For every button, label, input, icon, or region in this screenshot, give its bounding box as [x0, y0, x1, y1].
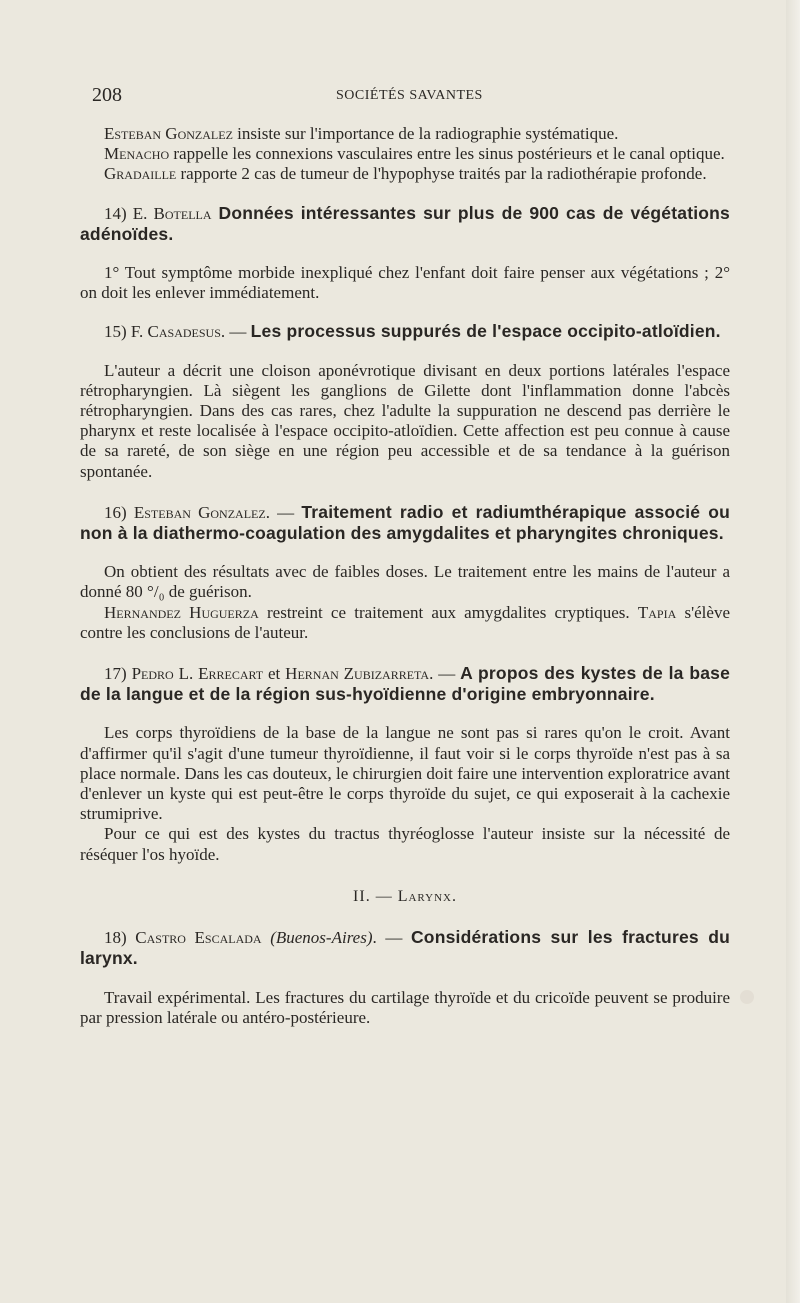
entry-number: 17) — [104, 664, 132, 684]
section-number: II. — — [353, 887, 398, 905]
entry-separator: . — — [372, 928, 411, 948]
paragraph-gradaille — [80, 164, 730, 184]
entry-16 — [80, 502, 730, 544]
entry-number: 18) — [104, 928, 136, 948]
paragraph-entry-18: Travail expérimental. Les fractures du cartilage thyroïde et du cricoïde peuvent se produire par pression latérale ou antéro-postérieure. — [80, 987, 730, 1027]
author-name: Hernandez Huguerza — [104, 602, 259, 622]
paragraph-menacho — [80, 144, 730, 164]
author-name: Gradaille — [104, 164, 177, 184]
paragraph-hernandez-huguerza — [80, 603, 730, 643]
author-name: Menacho — [104, 144, 170, 164]
entry-place: (Buenos-Aires) — [270, 928, 373, 948]
entry-author: Hernan Zubizarreta — [285, 664, 430, 684]
entry-separator: . — — [429, 664, 461, 684]
paragraph-text: insiste sur l'importance de la radiographie systématique. — [232, 124, 619, 143]
paragraph-text: s'élève contre les conclusions de l'auteur. — [80, 602, 730, 642]
paper-stain — [740, 990, 754, 1004]
author-name: Esteban Gonzalez — [104, 124, 233, 143]
entry-title: Considérations sur les fractures du larynx. — [80, 927, 731, 969]
page-edge-shadow — [786, 0, 800, 1303]
entry-number: 16) — [104, 502, 134, 522]
paragraph-thyreoglosse: Pour ce qui est des kystes du tractus thyréoglosse l'auteur insiste sur la nécessité de réséquer l'os hyoïde. — [80, 824, 730, 864]
entry-author: Botella — [153, 203, 212, 223]
paragraph-entry-17: Les corps thyroïdiens de la base de la langue ne sont pas si rares qu'on le croit. Avant d'affirmer qu'il s'agit d'une tumeur thyroïdienne, il faut voir si le corps thyroïde n'est pas à sa place normale. Dans les cas douteux, le chirurgien doit faire une intervention exploratrice avant d'enlever un kyste qui est peut-être le corps thyroïde du sujet, ce qui exposerait à la cachexie strumiprive. — [80, 723, 730, 824]
paragraph-entry-15: L'auteur a décrit une cloison aponévrotique divisant en deux portions latérales l'espace rétropharyngien. Là siègent les ganglions de Gilette dont l'inflammation donne l'abcès rétropharyngien. Dans des cas rares, chez l'adulte la suppuration ne descend pas derrière le pharynx et reste localisée à l'espace occipito-atloïdien. Cette affection est peu connue à cause de sa rareté, de son siège en une région peu accessible et de sa tendance à la guérison spontanée. — [80, 360, 730, 481]
entry-number: 15) F. — [104, 322, 148, 342]
paragraph-text: rapporte 2 cas de tumeur de l'hypophyse traités par la radiothérapie profonde. — [176, 164, 707, 184]
entry-separator: . — — [265, 502, 302, 522]
body-text — [80, 124, 730, 1028]
entry-title: Les processus suppurés de l'espace occipito-atloïdien. — [250, 321, 721, 342]
paragraph-text: restreint ce traitement aux amygdalites cryptiques. — [258, 602, 638, 622]
entry-author: Esteban Gonzalez — [133, 502, 266, 522]
entry-number: 14) E. — [104, 203, 154, 223]
entry-conjunction: et — [263, 664, 286, 684]
entry-18 — [80, 927, 730, 969]
entry-title: Traitement radio et radiumthérapique associé ou non à la diathermo-coagulation des amygdalites et pharyngites chroniques. — [80, 501, 730, 544]
entry-separator: . — — [220, 322, 251, 342]
entry-author: Castro Escalada — [135, 928, 262, 948]
paragraph-esteban-gonzalez — [80, 124, 730, 144]
running-title: SOCIÉTÉS SAVANTES — [336, 88, 483, 103]
paragraph-text: rappelle les connexions vasculaires entre les sinus postérieurs et le canal optique. — [169, 144, 725, 164]
section-title: Larynx. — [397, 887, 457, 905]
entry-17 — [80, 663, 730, 705]
paragraph-entry-14: 1° Tout symptôme morbide inexpliqué chez l'enfant doit faire penser aux végétations ; 2° on doit les enlever immédiatement. — [80, 263, 730, 303]
entry-author: Casadesus — [147, 322, 221, 342]
section-heading — [80, 887, 730, 907]
entry-author: Pedro L. Errecart — [131, 664, 264, 684]
entry-15 — [80, 321, 730, 342]
entry-title: A propos des kystes de la base de la langue et de la région sus-hyoïdienne d'origine embryonnaire. — [80, 663, 731, 705]
entry-title: Données intéressantes sur plus de 900 cas de végétations adénoïdes. — [80, 202, 730, 244]
entry-14 — [80, 203, 730, 245]
page-number: 208 — [92, 84, 122, 106]
paragraph-entry-16: On obtient des résultats avec de faibles doses. Le traitement entre les mains de l'auteur a donné 80 °/₀ de guérison. — [80, 562, 730, 602]
author-name: Tapia — [637, 602, 677, 622]
page-header — [92, 84, 732, 114]
